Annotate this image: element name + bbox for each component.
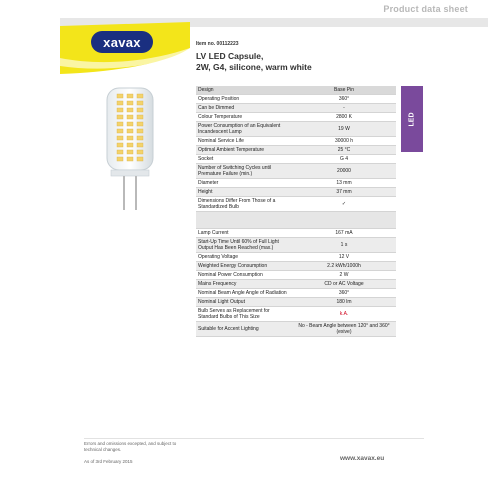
- spec-value: 19 W: [292, 122, 396, 137]
- footer-disclaimer: Errors and omissions excepted, and subject to technical changes.: [84, 441, 177, 452]
- spec-label: Bulb Serves as Replacement for Standard Bulbs of This Size: [196, 307, 292, 322]
- spec-label: Can be Dimmed: [196, 104, 292, 113]
- spec-value: 2800 K: [292, 113, 396, 122]
- item-number: Item no. 00112223: [196, 41, 239, 47]
- brand-logo-text: xavax: [103, 34, 141, 50]
- spec-label: Height: [196, 188, 292, 197]
- sheet-title: Product data sheet: [383, 4, 468, 14]
- spec-row: [196, 155, 396, 164]
- category-tab: [401, 86, 423, 152]
- spec-label: Socket: [196, 155, 292, 164]
- spec-row: [196, 188, 396, 197]
- spec-label: Mains Frequency: [196, 280, 292, 289]
- spec-value: k.A.: [292, 307, 396, 322]
- spec-value: 2 W: [292, 271, 396, 280]
- spec-label: Nominal Beam Angle Angle of Radiation: [196, 289, 292, 298]
- spec-label: [196, 212, 292, 229]
- spec-label: Lamp Current: [196, 229, 292, 238]
- spec-row: [196, 307, 396, 322]
- category-tab-label: LED: [408, 112, 416, 126]
- spec-row: [196, 164, 396, 179]
- spec-label: Start-Up Time Until 60% of Full Light Output Has Been Reached (max.): [196, 238, 292, 253]
- spec-row: [196, 95, 396, 104]
- spec-value: ✓: [292, 197, 396, 212]
- product-title-line-2: 2W, G4, silicone, warm white: [196, 62, 312, 72]
- spec-label: Operating Position: [196, 95, 292, 104]
- spec-label: Design: [196, 86, 292, 95]
- spec-label: Operating Voltage: [196, 253, 292, 262]
- spec-row: [196, 137, 396, 146]
- spec-row: [196, 113, 396, 122]
- spec-value: 13 mm: [292, 179, 396, 188]
- spec-label: Weighted Energy Consumption: [196, 262, 292, 271]
- spec-value: 12 V: [292, 253, 396, 262]
- spec-value: 1 s: [292, 238, 396, 253]
- spec-row: [196, 262, 396, 271]
- spec-row: [196, 197, 396, 212]
- spec-value: No - Beam Angle between 120° and 360° (exive): [292, 322, 396, 337]
- spec-label: Nominal Light Output: [196, 298, 292, 307]
- spec-row: [196, 212, 396, 229]
- spec-value: 2.2 kWh/1000h: [292, 262, 396, 271]
- spec-value: 180 lm: [292, 298, 396, 307]
- spec-row: [196, 322, 396, 337]
- spec-row: [196, 253, 396, 262]
- spec-value: 20000: [292, 164, 396, 179]
- spec-table: [196, 86, 396, 337]
- spec-label: Nominal Power Consumption: [196, 271, 292, 280]
- spec-row: [196, 104, 396, 113]
- spec-row: [196, 146, 396, 155]
- spec-row: [196, 238, 396, 253]
- spec-value: G 4: [292, 155, 396, 164]
- spec-row: [196, 179, 396, 188]
- spec-value: 360°: [292, 95, 396, 104]
- spec-label: Diameter: [196, 179, 292, 188]
- spec-row: [196, 280, 396, 289]
- footer-divider: [84, 438, 424, 439]
- led-capsule-image: [84, 86, 176, 212]
- spec-label: Number of Switching Cycles until Premature Failure (min.): [196, 164, 292, 179]
- spec-value: 167 mA: [292, 229, 396, 238]
- spec-label: Power Consumption of an Equivalent Incandescent Lamp: [196, 122, 292, 137]
- footer-url[interactable]: www.xavax.eu: [340, 455, 385, 462]
- spec-value: CD or AC Voltage: [292, 280, 396, 289]
- spec-row: [196, 298, 396, 307]
- spec-row: [196, 86, 396, 95]
- spec-row: [196, 122, 396, 137]
- spec-value: [292, 212, 396, 229]
- footer-date: As of 3rd February 2015: [84, 459, 133, 464]
- spec-value: 37 mm: [292, 188, 396, 197]
- spec-label: Dimensions Differ From Those of a Standardized Bulb: [196, 197, 292, 212]
- spec-row: [196, 289, 396, 298]
- spec-value: 25 °C: [292, 146, 396, 155]
- spec-value: Base Pin: [292, 86, 396, 95]
- spec-row: [196, 229, 396, 238]
- brand-logo: [91, 31, 153, 53]
- spec-label: Colour Temperature: [196, 113, 292, 122]
- spec-label: Nominal Service Life: [196, 137, 292, 146]
- spec-value: 360°: [292, 289, 396, 298]
- product-title-line-1: LV LED Capsule,: [196, 51, 264, 61]
- spec-value: -: [292, 104, 396, 113]
- spec-row: [196, 271, 396, 280]
- spec-label: Optimal Ambient Temperature: [196, 146, 292, 155]
- spec-label: Suitable for Accent Lighting: [196, 322, 292, 337]
- spec-value: 30000 h: [292, 137, 396, 146]
